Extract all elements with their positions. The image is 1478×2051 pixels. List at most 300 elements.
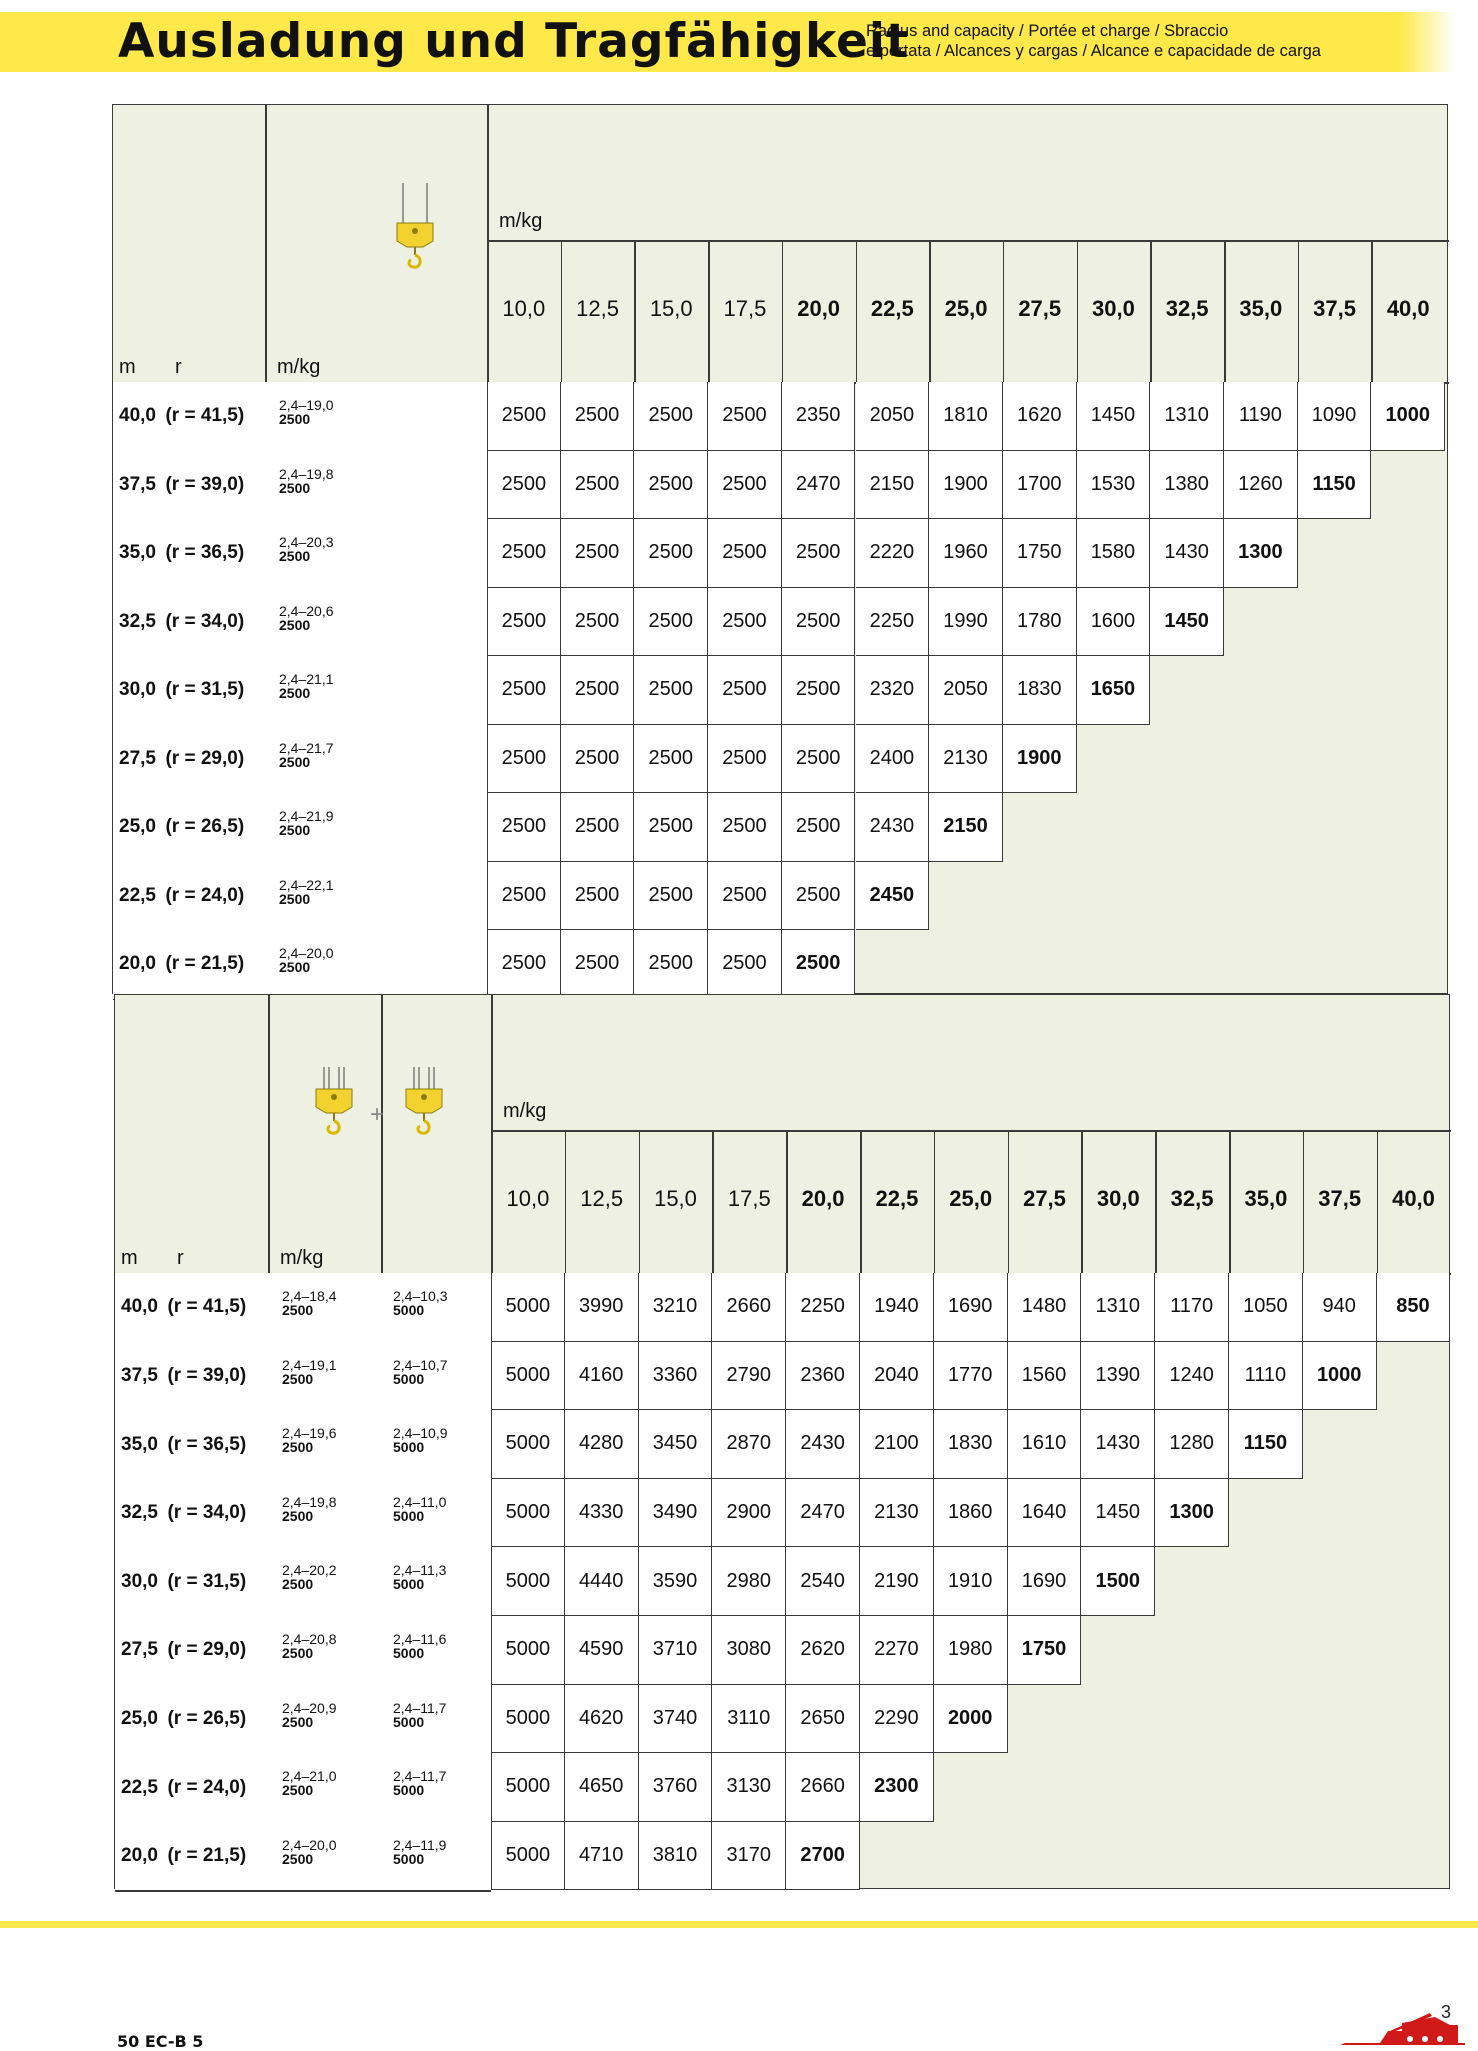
radius-top-line	[487, 240, 1449, 242]
capacity-cell: 2500	[782, 588, 856, 657]
row-jib-label	[119, 405, 244, 427]
capacity-cell: 1750	[1008, 1616, 1082, 1685]
hook-range	[279, 878, 334, 906]
capacity-cell: 1530	[1077, 451, 1151, 520]
radius-header: 35,0	[1244, 1186, 1288, 1211]
capacity-cell: 1980	[934, 1616, 1008, 1685]
max-load: 2500	[279, 479, 311, 496]
column-r-label: r	[177, 1247, 184, 1269]
max-load: 2500	[279, 411, 311, 427]
range-text: 2,4–20,0	[282, 1836, 337, 1853]
capacity-cell: 1560	[1008, 1342, 1082, 1411]
jib-length: 22,5	[119, 884, 156, 906]
capacity-cell: 2500	[487, 451, 561, 520]
capacity-cell: 1770	[934, 1342, 1008, 1411]
jib-length: 27,5	[121, 1639, 158, 1661]
capacity-cell: 2350	[782, 382, 856, 451]
hook-range-single	[282, 1495, 337, 1523]
capacity-cell: 3810	[639, 1822, 713, 1891]
jib-reach: (r = 26,5)	[167, 1707, 247, 1729]
max-load: 2500	[279, 616, 311, 633]
jib-reach: (r = 31,5)	[167, 1570, 247, 1592]
hook-range-single	[282, 1426, 337, 1454]
capacity-cell: 2130	[860, 1479, 934, 1548]
capacity-cell: 1610	[1008, 1410, 1082, 1479]
capacity-cell: 1150	[1229, 1410, 1303, 1479]
radius-header: 20,0	[797, 296, 841, 321]
max-load: 2500	[282, 1576, 314, 1593]
capacity-cell: 2320	[856, 656, 930, 725]
radius-header: 32,5	[1170, 1186, 1214, 1211]
range-text: 2,4–10,7	[393, 1356, 448, 1373]
unit-label: m/kg	[503, 1100, 547, 1122]
capacity-cell: 2500	[561, 451, 635, 520]
hook-range	[279, 604, 334, 632]
capacity-cell: 4620	[565, 1685, 639, 1754]
row-jib-label	[121, 1296, 246, 1318]
capacity-cell: 2360	[786, 1342, 860, 1411]
capacity-cell: 4280	[565, 1410, 639, 1479]
capacity-cell: 1090	[1298, 382, 1372, 451]
row-jib-label	[121, 1502, 246, 1524]
capacity-cell: 2500	[708, 519, 782, 588]
jib-reach: (r = 41,5)	[165, 405, 245, 427]
hook-range-double	[393, 1289, 448, 1317]
capacity-cell: 2900	[712, 1479, 786, 1548]
radius-header: 12,5	[576, 296, 619, 321]
range-text: 2,4–18,4	[282, 1288, 337, 1304]
radius-header: 30,0	[1096, 1186, 1140, 1211]
capacity-cell: 1830	[1003, 656, 1077, 725]
capacity-cell: 2430	[856, 793, 930, 862]
capacity-cell: 1640	[1008, 1479, 1082, 1548]
capacity-cell: 5000	[491, 1342, 565, 1411]
hook-range-double	[393, 1563, 446, 1591]
jib-length: 25,0	[121, 1707, 158, 1729]
capacity-cell: 1960	[929, 519, 1003, 588]
column-mkg-label: m/kg	[277, 356, 321, 378]
capacity-cell: 1450	[1077, 382, 1151, 451]
radius-header: 37,5	[1313, 296, 1356, 321]
capacity-cell: 2500	[487, 725, 561, 794]
capacity-cell: 2050	[929, 656, 1003, 725]
capacity-cell: 1280	[1155, 1410, 1229, 1479]
capacity-cell: 5000	[491, 1410, 565, 1479]
capacity-cell: 2500	[487, 793, 561, 862]
plus-sign: +	[370, 1101, 385, 1128]
capacity-cell: 1050	[1229, 1273, 1303, 1342]
capacity-cell: 1240	[1155, 1342, 1229, 1411]
capacity-cell: 5000	[491, 1479, 565, 1548]
radius-header: 27,5	[1023, 1186, 1066, 1211]
hook-range-double	[393, 1358, 448, 1386]
capacity-cell: 1430	[1081, 1410, 1155, 1479]
capacity-cell: 2500	[561, 930, 635, 999]
hook-range	[279, 672, 334, 700]
jib-length: 32,5	[121, 1502, 158, 1524]
jib-reach: (r = 36,5)	[165, 542, 245, 564]
capacity-cell: 2500	[634, 656, 708, 725]
capacity-cell: 2400	[856, 725, 930, 794]
capacity-cell: 2100	[860, 1410, 934, 1479]
capacity-cell: 1000	[1371, 382, 1445, 451]
range-text: 2,4–10,3	[393, 1288, 448, 1304]
hook-range-double	[393, 1838, 446, 1866]
capacity-cell: 2040	[860, 1342, 934, 1411]
hook-range-double	[393, 1701, 446, 1729]
capacity-cell: 3130	[712, 1753, 786, 1822]
capacity-cell: 1310	[1150, 382, 1224, 451]
row-jib-label	[119, 885, 244, 907]
radius-header: 27,5	[1018, 296, 1062, 321]
range-text: 2,4–11,3	[393, 1562, 447, 1579]
row-jib-label	[121, 1845, 246, 1867]
capacity-cell: 3450	[639, 1410, 713, 1479]
hook-range-double	[393, 1426, 448, 1454]
subtitle-line-1: Radius and capacity / Portée et charge / Sbraccio	[866, 22, 1229, 40]
capacity-cell: 2500	[708, 451, 782, 520]
capacity-cell: 3080	[712, 1616, 786, 1685]
column-m-label: m	[119, 356, 136, 378]
capacity-cell: 2500	[634, 930, 708, 999]
hook-range-single	[282, 1632, 337, 1660]
max-load: 2500	[279, 959, 311, 975]
max-load: 5000	[393, 1370, 425, 1387]
jib-length: 30,0	[119, 679, 156, 701]
model-label: 50 EC-B 5	[117, 2032, 204, 2051]
footer-rule	[0, 1921, 1478, 1928]
capacity-cell: 2500	[561, 793, 635, 862]
capacity-cell: 3760	[639, 1753, 713, 1822]
capacity-cell: 2470	[786, 1479, 860, 1548]
jib-reach: (r = 34,0)	[167, 1502, 247, 1524]
max-load: 5000	[393, 1507, 425, 1524]
range-text: 2,4–21,1	[279, 671, 334, 687]
jib-length: 35,0	[121, 1433, 158, 1455]
capacity-cell: 1900	[1003, 725, 1077, 794]
capacity-cell: 2500	[561, 588, 635, 657]
capacity-cell: 2130	[929, 725, 1003, 794]
capacity-cell: 2430	[786, 1410, 860, 1479]
jib-length: 27,5	[119, 747, 156, 769]
capacity-cell: 2500	[708, 793, 782, 862]
row-jib-label	[119, 679, 244, 701]
jib-length: 30,0	[121, 1570, 158, 1592]
hook-range-single	[282, 1358, 337, 1386]
capacity-cell: 1900	[929, 451, 1003, 520]
table-frame	[114, 994, 1450, 1889]
capacity-cell: 2500	[708, 588, 782, 657]
capacity-cell: 3110	[712, 1685, 786, 1754]
capacity-cell: 2250	[786, 1273, 860, 1342]
row-jib-label	[121, 1571, 246, 1593]
jib-length: 22,5	[121, 1776, 158, 1798]
capacity-cell: 2500	[561, 725, 635, 794]
hook-range-double	[393, 1769, 446, 1797]
capacity-cell: 1150	[1298, 451, 1372, 520]
capacity-cell: 1700	[1003, 451, 1077, 520]
capacity-cell: 3990	[565, 1273, 639, 1342]
radius-header: 12,5	[580, 1186, 624, 1211]
capacity-cell: 1940	[860, 1273, 934, 1342]
capacity-cell: 2500	[782, 930, 856, 999]
max-load: 5000	[393, 1576, 425, 1593]
capacity-cell: 1750	[1003, 519, 1077, 588]
capacity-cell: 1450	[1150, 588, 1224, 657]
max-load: 2500	[279, 548, 311, 564]
hook-range-double	[393, 1632, 446, 1660]
radius-header: 30,0	[1092, 296, 1135, 321]
radius-header: 22,5	[875, 1186, 919, 1211]
jib-reach: (r = 24,0)	[165, 884, 245, 906]
capacity-cell: 2500	[487, 588, 561, 657]
hook-range	[279, 535, 334, 563]
capacity-cell: 2050	[856, 382, 930, 451]
capacity-cell: 1000	[1303, 1342, 1377, 1411]
capacity-cell: 2500	[708, 930, 782, 999]
capacity-cell: 2500	[782, 725, 856, 794]
hook-range	[279, 741, 334, 769]
radius-header: 17,5	[727, 1186, 771, 1211]
capacity-cell: 3360	[639, 1342, 713, 1411]
radius-header: 40,0	[1392, 1186, 1435, 1211]
capacity-cell: 3740	[639, 1685, 713, 1754]
capacity-cell: 1780	[1003, 588, 1077, 657]
max-load: 2500	[282, 1507, 314, 1524]
row-jib-label	[119, 953, 244, 975]
crane-logo-icon	[1340, 2005, 1465, 2045]
hook-range-single	[282, 1563, 337, 1591]
range-text: 2,4–20,6	[279, 602, 334, 619]
capacity-cell: 2500	[487, 862, 561, 931]
row-jib-label	[121, 1365, 246, 1387]
hook-range	[279, 809, 334, 837]
range-text: 2,4–19,8	[279, 465, 334, 482]
capacity-cell: 1690	[1008, 1547, 1082, 1616]
capacity-cell: 1190	[1224, 382, 1298, 451]
row-jib-label	[119, 611, 244, 633]
capacity-cell: 5000	[491, 1822, 565, 1891]
column-m-label: m	[121, 1247, 138, 1269]
range-text: 2,4–20,3	[279, 534, 334, 550]
capacity-cell: 5000	[491, 1547, 565, 1616]
capacity-cell: 1480	[1008, 1273, 1082, 1342]
range-text: 2,4–21,7	[279, 739, 334, 756]
row-jib-label	[119, 474, 244, 496]
capacity-cell: 5000	[491, 1685, 565, 1754]
capacity-cell: 2500	[782, 793, 856, 862]
capacity-cell: 1690	[934, 1273, 1008, 1342]
range-text: 2,4–11,7	[393, 1768, 447, 1785]
capacity-cell: 2500	[561, 382, 635, 451]
hook-range-single	[282, 1769, 337, 1797]
max-load: 2500	[282, 1302, 314, 1318]
range-text: 2,4–11,7	[393, 1699, 447, 1716]
hook-range	[279, 946, 334, 974]
max-load: 2500	[282, 1439, 314, 1456]
max-load: 5000	[393, 1439, 425, 1456]
capacity-cell: 2470	[782, 451, 856, 520]
capacity-cell: 1860	[934, 1479, 1008, 1548]
jib-reach: (r = 34,0)	[165, 610, 245, 632]
capacity-cell: 4710	[565, 1822, 639, 1891]
range-text: 2,4–22,1	[279, 876, 334, 893]
capacity-cell: 1910	[934, 1547, 1008, 1616]
row-jib-label	[121, 1639, 246, 1661]
jib-length: 32,5	[119, 610, 156, 632]
range-text: 2,4–19,1	[282, 1356, 337, 1373]
capacity-cell: 1810	[929, 382, 1003, 451]
jib-reach: (r = 26,5)	[165, 816, 245, 838]
max-load: 2500	[279, 753, 311, 770]
capacity-cell: 2270	[860, 1616, 934, 1685]
capacity-cell: 3590	[639, 1547, 713, 1616]
range-text: 2,4–19,0	[279, 397, 334, 413]
max-load: 2500	[279, 822, 311, 838]
range-text: 2,4–10,9	[393, 1425, 448, 1442]
capacity-cell: 2290	[860, 1685, 934, 1754]
capacity-cell: 1500	[1081, 1547, 1155, 1616]
max-load: 2500	[282, 1645, 314, 1661]
max-load: 2500	[282, 1370, 314, 1387]
jib-reach: (r = 29,0)	[165, 747, 245, 769]
row-jib-label	[121, 1777, 246, 1799]
range-text: 2,4–20,2	[282, 1562, 337, 1579]
capacity-cell: 1450	[1081, 1479, 1155, 1548]
max-load: 5000	[393, 1302, 425, 1318]
max-load: 5000	[393, 1850, 425, 1867]
row-jib-label	[119, 542, 244, 564]
capacity-cell: 1650	[1077, 656, 1151, 725]
row-divider	[115, 1890, 491, 1892]
capacity-cell: 1430	[1150, 519, 1224, 588]
jib-reach: (r = 24,0)	[167, 1776, 247, 1798]
jib-length: 25,0	[119, 816, 156, 838]
page-subtitle	[866, 21, 1321, 61]
capacity-cell: 4160	[565, 1342, 639, 1411]
hook-range-single	[282, 1289, 337, 1317]
jib-reach: (r = 39,0)	[165, 473, 245, 495]
capacity-cell: 1300	[1155, 1479, 1229, 1548]
capacity-cell: 2540	[786, 1547, 860, 1616]
capacity-cell: 2000	[934, 1685, 1008, 1754]
radius-header: 25,0	[944, 296, 988, 321]
capacity-cell: 2500	[634, 451, 708, 520]
capacity-cell: 1390	[1081, 1342, 1155, 1411]
capacity-cell: 2500	[487, 930, 561, 999]
capacity-cell: 2500	[487, 382, 561, 451]
radius-header: 22,5	[870, 296, 914, 321]
radius-header: 20,0	[801, 1186, 845, 1211]
hook-range	[279, 467, 334, 495]
max-load: 5000	[393, 1782, 425, 1799]
radius-header: 25,0	[949, 1186, 993, 1211]
jib-reach: (r = 31,5)	[165, 679, 245, 701]
max-load: 2500	[282, 1782, 314, 1799]
capacity-cell: 1990	[929, 588, 1003, 657]
capacity-cell: 3210	[639, 1273, 713, 1342]
capacity-cell: 2250	[856, 588, 930, 657]
capacity-cell: 2500	[487, 519, 561, 588]
capacity-cell: 4590	[565, 1616, 639, 1685]
radius-header: 35,0	[1239, 296, 1283, 321]
hook-range	[279, 398, 334, 426]
capacity-cell: 2660	[786, 1753, 860, 1822]
capacity-cell: 2500	[634, 382, 708, 451]
capacity-cell: 5000	[491, 1753, 565, 1822]
jib-reach: (r = 21,5)	[167, 1845, 247, 1867]
hook-range-single	[282, 1701, 337, 1729]
capacity-cell: 2500	[561, 862, 635, 931]
jib-reach: (r = 41,5)	[167, 1296, 247, 1318]
row-jib-label	[121, 1434, 246, 1456]
range-text: 2,4–20,9	[282, 1699, 337, 1716]
radius-top-line	[491, 1130, 1451, 1132]
radius-header: 40,0	[1386, 296, 1430, 321]
hook-range-single	[282, 1838, 337, 1866]
max-load: 5000	[393, 1645, 425, 1661]
capacity-cell: 850	[1377, 1273, 1451, 1342]
capacity-cell: 1300	[1224, 519, 1298, 588]
max-load: 2500	[282, 1850, 314, 1867]
max-load: 2500	[282, 1713, 314, 1730]
capacity-cell: 4440	[565, 1547, 639, 1616]
range-text: 2,4–20,0	[279, 945, 334, 961]
capacity-cell: 3710	[639, 1616, 713, 1685]
capacity-cell: 2660	[712, 1273, 786, 1342]
range-text: 2,4–11,6	[393, 1631, 447, 1647]
capacity-cell: 5000	[491, 1273, 565, 1342]
max-load: 5000	[393, 1713, 425, 1730]
row-jib-label	[119, 816, 244, 838]
radius-header: 17,5	[723, 296, 767, 321]
jib-reach: (r = 36,5)	[167, 1433, 247, 1455]
jib-length: 20,0	[121, 1845, 158, 1867]
jib-length: 37,5	[119, 473, 156, 495]
title-banner-fade	[1400, 12, 1455, 72]
capacity-cell: 2500	[634, 862, 708, 931]
capacity-cell: 1830	[934, 1410, 1008, 1479]
range-text: 2,4–20,8	[282, 1631, 337, 1647]
row-jib-label	[119, 748, 244, 770]
capacity-cell: 2650	[786, 1685, 860, 1754]
unit-label: m/kg	[499, 210, 543, 232]
radius-header: 10,0	[506, 1186, 550, 1211]
capacity-cell: 2500	[782, 656, 856, 725]
capacity-cell: 2190	[860, 1547, 934, 1616]
capacity-cell: 4330	[565, 1479, 639, 1548]
radius-header: 10,0	[502, 296, 546, 321]
jib-length: 35,0	[119, 542, 156, 564]
capacity-cell: 3170	[712, 1822, 786, 1891]
jib-length: 40,0	[121, 1296, 158, 1318]
jib-reach: (r = 21,5)	[165, 953, 245, 975]
capacity-cell: 1310	[1081, 1273, 1155, 1342]
capacity-cell: 2500	[487, 656, 561, 725]
hook-range-double	[393, 1495, 446, 1523]
capacity-cell: 2500	[708, 656, 782, 725]
page-title: Ausladung und Tragfähigkeit	[118, 14, 910, 69]
capacity-cell: 1600	[1077, 588, 1151, 657]
capacity-cell: 4650	[565, 1753, 639, 1822]
capacity-cell: 2220	[856, 519, 930, 588]
range-text: 2,4–11,9	[393, 1836, 447, 1853]
capacity-cell: 2500	[708, 862, 782, 931]
range-text: 2,4–21,0	[282, 1768, 337, 1785]
capacity-cell: 2500	[782, 519, 856, 588]
capacity-cell: 2450	[856, 862, 930, 931]
range-text: 2,4–21,9	[279, 808, 334, 824]
